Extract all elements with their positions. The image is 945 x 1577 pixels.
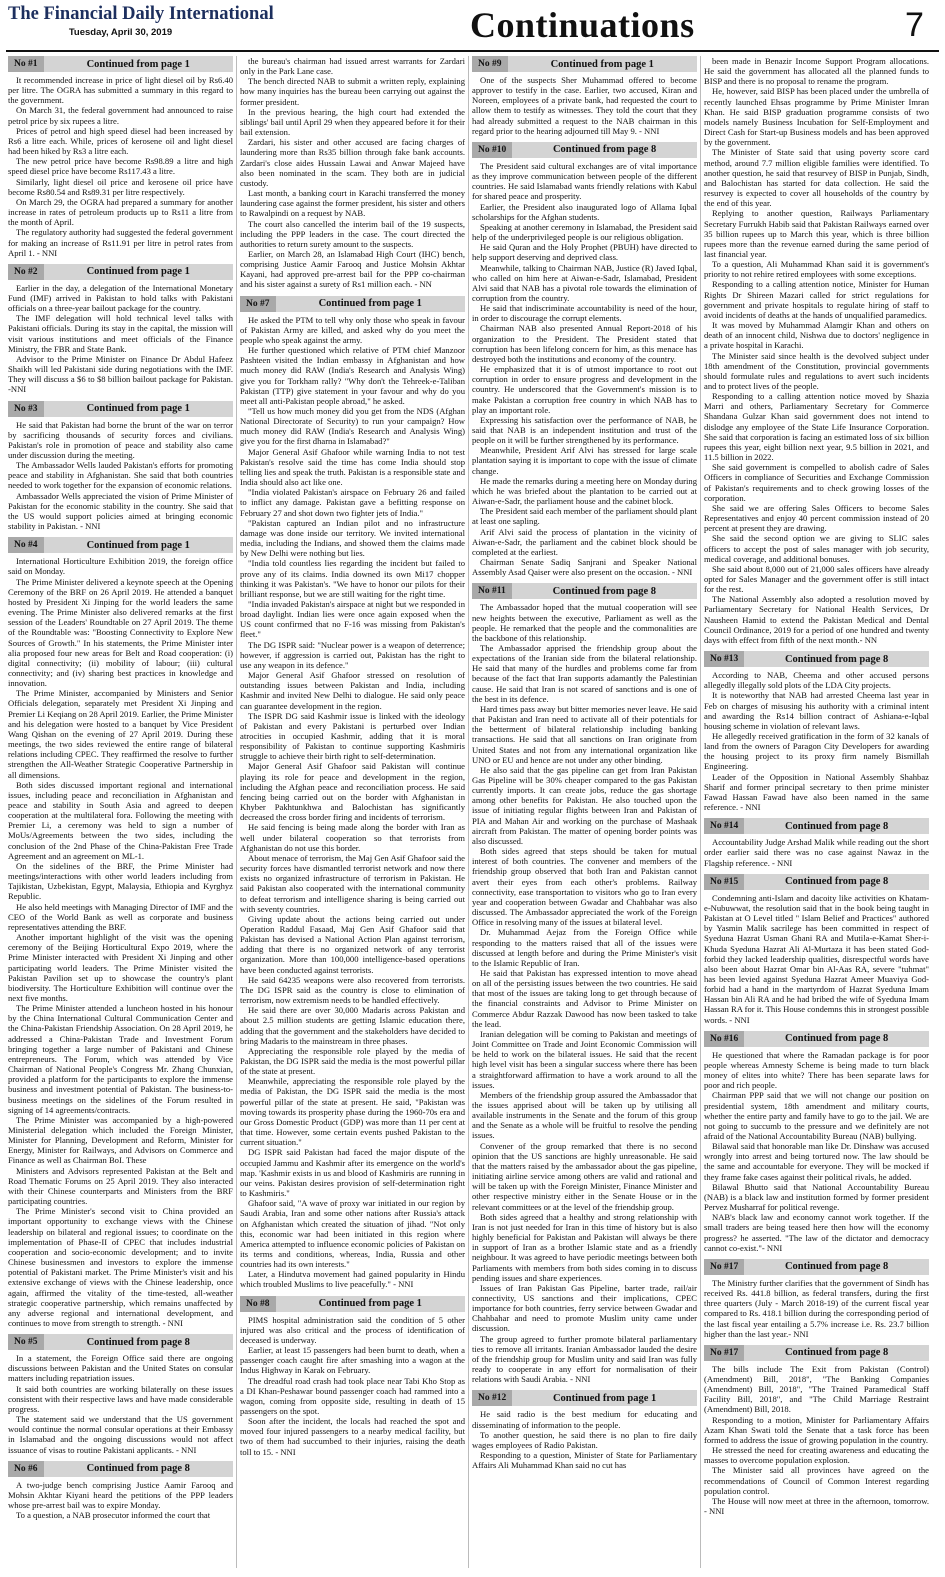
- article-tag: No #15: [704, 874, 744, 890]
- article-paragraph: "Tell us how much money did you get from the NDS (Afghan National Directorate of Security) to run your campaign? How much money did RAW (India's Research and Analysis Wing) give you for the first dharna in Islamabad?": [240, 406, 465, 447]
- article-title: Continued from page 1: [86, 58, 190, 70]
- article-body: [240, 1315, 465, 1457]
- page-number: 7: [905, 6, 924, 44]
- article-paragraph: Chairman NAB also presented Annual Report-2018 of his organization to the President. The President stated that corruption has been lifelong concern for him, as this menace has destroyed both the institutions and economy of the country.: [472, 323, 697, 364]
- article: [8, 56, 233, 258]
- article-header: [240, 1296, 465, 1312]
- article-tag: No #7: [240, 296, 276, 312]
- article-paragraph: Issues of Iran Pakistan Gas Pipeline, barter trade, rail/air connectivity, US sanctions and their implications, CPEC importance for both countries, ferry service between Gwadar and Chahbahar and need to promote Muslim unity came under discussion.: [472, 1282, 697, 1334]
- article-paragraph: Convener of the group remarked that there is no second opinion that the US sanctions are highly unreasonable. He said that the matters raised by the ambassador about the gas pipeline, initiating airline service among others are valid and rational and will be taken up with the Foreign Minister, Finance Minister and other respective ministry either in the Senate House or in the relevant committees or at the level of the friendship group.: [472, 1140, 697, 1212]
- article-paragraph: Accountability Judge Arshad Malik while reading out the short order earlier said there was no case against Nawaz in the Flagship reference. - NNI: [704, 837, 929, 868]
- article-header: [704, 651, 929, 667]
- article-paragraph: The President said each member of the parliament should plant at least one sapling.: [472, 506, 697, 527]
- article-title: Continued from page 1: [550, 58, 654, 70]
- article-paragraph: Meanwhile, President Arif Alvi has stressed for large scale plantation saying it is important to cope with the issue of climate change.: [472, 445, 697, 476]
- article-paragraph: The IMF delegation will hold technical level talks with Pakistani officials. During its stay in the capital, the mission will visit various institutions and meet officials of the Finance Ministry, the FBR and State Bank.: [8, 313, 233, 354]
- article-body: [704, 1050, 929, 1253]
- article-paragraph: Last month, a banking court in Karachi transferred the money laundering case against the former president, his sister and others to Rawalpindi on a request by NAB.: [240, 188, 465, 219]
- article-title: Continued from page 8: [86, 1336, 190, 1348]
- article-body: [472, 75, 697, 136]
- article-paragraph: He said Quran and the Holy Prophet (PBUH) have directed to help support deserving and deprived class.: [472, 242, 697, 263]
- article-title: Continued from page 1: [86, 403, 190, 415]
- article-tag: No #13: [704, 651, 744, 667]
- article-paragraph: Similarly, light diesel oil price and kerosene oil price have become Rs80.54 and Rs89.31 per litre respectively.: [8, 176, 233, 197]
- article-header: [8, 1334, 233, 1350]
- article: [8, 264, 233, 395]
- article-header: [472, 142, 697, 158]
- masthead-rule: [6, 50, 939, 52]
- article-body: [472, 161, 697, 577]
- article-paragraph: Members of the friendship group assured the Ambassador that the issues apprised about will be taken up by utilising all available instruments in the Senate and the forum of this group and the Senate as a whole will be fruitful to resolve the pending issues.: [472, 1089, 697, 1141]
- article-paragraph: Expressing his satisfaction over the performance of NAB, he said that NAB is an independent institution and trust of the people on it will be further strengthened by its performance.: [472, 414, 697, 446]
- article-paragraph: "Pakistan captured an Indian pilot and no infrastructure damage was done inside our territory. We invited international media, including the Indians, and showed them the claims made by New Delhi were nothing but lies.: [240, 517, 465, 559]
- article-paragraph: The group agreed to further promote bilateral parliamentary ties to remove all irritants. Iranian Ambassador lauded the desire of the friendship group for Muslim unity and said Iran was fully ready to cooperate in any effort for normalisation of their relations with Saudi Arabia. - NNI: [472, 1333, 697, 1385]
- article-header: [8, 56, 233, 72]
- column-4: [704, 56, 929, 1571]
- article-header: [8, 401, 233, 417]
- article-paragraph: Later, a Hindutva movement had gained popularity in Hindu which troubled Muslims to live peacefully." - NNI: [240, 1269, 465, 1290]
- article-paragraph: Earlier, the President also inaugurated logo of Allama Iqbal scholarships for the Afghan students.: [472, 201, 697, 222]
- article-paragraph: Ghafoor said, "A wave of proxy war initiated in our region by Saudi Arabia, Iran and some other nations after Russia's attack on Afghanistan which created the situation of jihad. "Not only this, economic war had been initiated in this region where America attempted to influence economic policies of Pakistan on its terms and conditions, whereas, India, Russia and other countries had its own interests.": [240, 1198, 465, 1270]
- article-paragraph: She said the second option we are giving to SLIC sales officers to accept the post of sales manager with job security, medical coverage, and additional bonuses.: [704, 533, 929, 564]
- article-paragraph: He said that indiscriminate accountability is need of the hour, in order to discourage the corrupt elements.: [472, 303, 697, 324]
- article-paragraph: He, however, said BISP has been placed under the umbrella of recently launched Ehsas programme by Prime Minister Imran Khan. He said BISP graduation programme consists of two models namely Business Incubation for Self-Employment and Direct Cash for Start-up Business models and has been approved by the government.: [704, 86, 929, 148]
- article-paragraph: International Horticulture Exhibition 2019, the foreign office said on Monday.: [8, 556, 233, 577]
- article-paragraph: PIMS hospital administration said the condition of 5 other injured was also critical and the process of identification of deceased is underway.: [240, 1314, 465, 1345]
- article-header: [472, 583, 697, 599]
- article-paragraph: The court also cancelled the interim bail of the 19 suspects, including the PPP leaders in the case. The court directed the authorities to return surety amount to the suspects.: [240, 218, 465, 249]
- article-body: [240, 56, 465, 290]
- article-paragraph: Earlier, at least 15 passengers had been burnt to death, when a passenger coach caught fire after smashing into a wagon at the Indus Highway in Karak on February.: [240, 1345, 465, 1376]
- article-paragraph: Earlier, on March 28, an Islamabad High Court (IHC) bench, comprising Justice Aamir Farooq and Justice Mohsin Akhtar Kayani, had approved pre-arrest bail for the PPP co-chairman and his sister against a surety of Rs1 million each. - NN: [240, 248, 465, 290]
- article-body: [704, 1364, 929, 1516]
- article-paragraph: He said there are over 30,000 Madaris across Pakistan and about 2.5 million students are getting Islamic education there, adding that the government and the stakeholders have decided to bring Madaris to the mainstream in three phases.: [240, 1005, 465, 1046]
- article-header: [8, 537, 233, 553]
- article: [704, 56, 929, 645]
- article-paragraph: Zardari, his sister and other accused are facing charges of laundering more than Rs35 billion through fake bank accounts. Zardari's close aides Hussain Lawai and Anwar Majeed have also been nominated in the scam. They both are in judicial custody.: [240, 137, 465, 188]
- article-paragraph: Ambassador Wells appreciated the vision of Prime Minister of Pakistan for the economic stability in the country. She said that the US would support policies aimed at bringing economic stability in Pakistan. - NNI: [8, 490, 233, 532]
- article-paragraph: Another important highlight of the visit was the opening ceremony of the Beijing Horticultural Expo 2019, where the Prime Minister interacted with President Xi Jinping and other participating world leaders. The Prime Minister visited the Pakistan Pavilion set up to showcase the country's plant biodiversity. The Horticulture Exhibition will continue over the next five months.: [8, 932, 233, 1003]
- article-paragraph: The House will now meet at three in the afternoon, tomorrow. - NNI: [704, 1495, 929, 1516]
- masthead: [0, 0, 945, 50]
- article: [8, 1461, 233, 1521]
- article-paragraph: She said about 8,000 out of 21,000 sales officers have already opted for Sales Manager and the government offer is still intact for the rest.: [704, 563, 929, 595]
- article-tag: No #6: [8, 1461, 44, 1477]
- article-paragraph: Advisor to the Prime Minister on Finance Dr Abdul Hafeez Shaikh will led Pakistani side during negotiations with the IMF. They will discuss a $6 to $8 billion bailout package for Pakistan. -NNI: [8, 353, 233, 395]
- article-paragraph: Arif Alvi said the process of plantation in the vicinity of Aiwan-e-Sadr, the parliament and the cabinet block should be completed at the earliest.: [472, 526, 697, 557]
- article-paragraph: The Prime Minister's second visit to China provided an important opportunity to exchange views with the Chinese leadership on bilateral and regional issues; to coordinate on the implementation of Phase-II of CPEC that includes industrial cooperation and socio-economic development; and to invite Chinese businessmen and investors to explore the immense potential of Pakistani market. The Prime Minister's visit and his extensive exchange of views with the Chinese leadership, once again, affirmed the vitality of the time-tested, all-weather strategic cooperative partnership, which remains unaffected by any adverse regional and international development, and continues to move from strength to strength. - NNI: [8, 1206, 233, 1328]
- article-paragraph: "India invaded Pakistan's airspace at night but we responded in broad daylight. Indian lies were once again exposed when the US count confirmed that no F-16 was missing from Pakistan's fleet.": [240, 598, 465, 640]
- article-paragraph: It is noteworthy that NAB had arrested Cheema last year in Feb on charges of misusing his authority with a criminal intent and awarding the Rs14 billion contract of Ashiana-e-Iqbal housing scheme in violation of relevant laws.: [704, 690, 929, 731]
- article-header: [704, 1259, 929, 1275]
- article-title: Continued from page 1: [318, 298, 422, 310]
- article-paragraph: Earlier in the day, a delegation of the International Monetary Fund (IMF) arrived in Pakistan to hold talks with Pakistani officials on a three-year bailout package for the country.: [8, 282, 233, 314]
- article-paragraph: He also held meetings with Managing Director of IMF and the CEO of the World Bank as well as corporate and business representatives attending the BRF.: [8, 901, 233, 932]
- article-title: Continued from page 8: [552, 585, 657, 597]
- column-3: [472, 56, 697, 1571]
- article-paragraph: Leader of the Opposition in National Assembly Shahbaz Sharif and former principal secretary to then prime minister Fawad Hassan Fawad have also been named in the same reference. - NNI: [704, 771, 929, 813]
- article-paragraph: The Ministry further clarifies that the government of Sindh has received Rs. 441.8 billion, as federal transfers, during the first three quarters (July - March 2018-19) of the current fiscal year compared to Rs. 418.1 billion during the corresponding period of the last fiscal year entailing a 5.7% increase i.e. Rs. 23.7 billion higher than the last year.- NNI: [704, 1277, 929, 1339]
- article-paragraph: A two-judge bench comprising Justice Aamir Farooq and Mohsin Akhtar Kiyani heard the petitions of the PPP leaders whose pre-arrest bail was to expire Monday.: [8, 1479, 233, 1510]
- article-paragraph: NAB's black law and economy cannot work together. If the small traders are being teased here then how will the economy progress? he asserted. "The law of the dictator and democracy cannot co-exist."- NNI: [704, 1212, 929, 1253]
- article-paragraph: He allegedly received gratification in the form of 32 kanals of land from the owners of Paragon City Developers for awarding the housing project to its proxy firm namely Bismillah Engineering.: [704, 731, 929, 772]
- article-header: [704, 1345, 929, 1361]
- article-paragraph: On the sidelines of the BRF, the Prime Minister had meetings/interactions with other world leaders including from Tajikistan, Uzbekistan, Egypt, Malaysia, Ethiopia and Kyrghyz Republic.: [8, 860, 233, 902]
- article-paragraph: the bureau's chairman had issued arrest warrants for Zardari only in the Park Lane case.: [240, 56, 465, 77]
- article-paragraph: The Minister said since health is the devolved subject under 18th amendment of the Constitution, provincial governments should formulate rules and regulations to avert such incidents and to protect lives of the people.: [704, 350, 929, 391]
- article-tag: No #10: [472, 142, 512, 158]
- article-paragraph: Chairman Senate Sadiq Sanjrani and Speaker National Assembly Asad Qaiser were also present on the occasion. - NNI: [472, 557, 697, 578]
- article-paragraph: The Ambassador Wells lauded Pakistan's efforts for promoting peace and stability in Afghanistan. She said that both countries needed to work together for the expansion of economic relations.: [8, 460, 233, 491]
- article-header: [240, 296, 465, 312]
- article: [240, 1296, 465, 1457]
- article-paragraph: He said that Pakistan had borne the brunt of the war on terror by sacrificing thousands of security forces and civilians. Pakistan's role in promotion of peace and stability also came under discussion during the meeting.: [8, 419, 233, 460]
- article-paragraph: On March 31, the federal government had announced to raise petrol price by six rupees a litre.: [8, 105, 233, 126]
- article-tag: No #16: [704, 1031, 744, 1047]
- article-paragraph: Dr. Muhammad Aejaz from the Foreign Office while responding to the matters raised that all of the issues were discussed at length before and during the Prime Minister's visit to the Islamic Republic of Iran.: [472, 927, 697, 968]
- article-paragraph: He asked the PTM to tell why only those who speak in favour of Pakistan Army are killed, and asked why do you meet the people who speak against the army.: [240, 314, 465, 345]
- article-paragraph: It said both countries are working bilaterally on these issues consistent with their respective laws and have made considerable progress.: [8, 1383, 233, 1414]
- article: [240, 296, 465, 1290]
- article-body: [240, 315, 465, 1290]
- article-paragraph: Both sides agreed that a healthy and strong relationship with Iran is not just needed for Iran in this time of history but is also highly beneficial for Pakistan and Pakistan will always be there in support of Iran as a brother Islamic state and as a friendly neighbour. It was agreed to have periodic meetings between both Parliaments with members from both sides coming in to discuss pending issues and share experiences.: [472, 1211, 697, 1283]
- article-paragraph: To another question, he said there is no plan to fire daily wages employees of Radio Pakistan.: [472, 1429, 697, 1450]
- newspaper-name: The Financial Daily International: [8, 4, 274, 24]
- article-paragraph: He stressed the need for creating awareness and educating the masses to overcome population explosion.: [704, 1445, 929, 1466]
- article-paragraph: He further questioned which relative of PTM chief Manzoor Pashteen visited the Indian embassy in Afghanistan and how much money did RAW (India's Research and Analysis Wing) give you for Torkham rally? "Why don't the Tehreek-e-Taliban Pakistan (TTP) give statement in your favour and why do you meet all anti-Pakistan people abroad," he asked.: [240, 345, 465, 406]
- issue-date: Tuesday, April 30, 2019: [68, 27, 173, 38]
- article-paragraph: Major General Asif Ghafoor said Pakistan will continue playing its role for peace and development in the region, including the Afghan peace and reconciliation process. He said fencing being carried out on the border with Afghanistan in Khyber Pakhtunkhwa and Balochistan has significantly decreased the cross border firing and incidents of terrorism.: [240, 761, 465, 823]
- article-paragraph: Major General Asif Ghafoor stressed on resolution of outstanding issues between Pakistan and India, including Kashmir and invited New Delhi to dialogue. He said only peace can guarantee development in the region.: [240, 670, 465, 711]
- article-body: [704, 670, 929, 812]
- article: [704, 874, 929, 1025]
- article-paragraph: It recommended increase in price of light diesel oil by Rs6.40 per litre. The OGRA has submitted a summary in this regard to the government.: [8, 75, 233, 106]
- article-paragraph: The Prime Minister delivered a keynote speech at the Opening Ceremony of the BRF on 26 April 2019. He attended a banquet hosted by President Xi Jinping for the world leaders the same evening. The Prime Minister also delivered remarks at the first session of the Leaders' Roundtable on 27 April 2019. The theme of the Roundtable was: "Boosting Connectivity to Explore New Sources of Growth." In his statements, the Prime Minister inter alia proposed four new areas for Belt and Road cooperation: (i) digital connectivity; (ii) mobility of labour; (iii) cultural connectivity; and (iv) sharing best practices in knowledge and innovation.: [8, 576, 233, 689]
- article: [704, 1031, 929, 1253]
- article-paragraph: The Prime Minister attended a luncheon hosted in his honour by the China International Cultural Communication Center and the China-Pakistan Friendship Association. On 28 April 2019, he addressed a China-Pakistan Trade and Investment Forum bringing together a large number of Pakistani and Chinese entrepreneurs. The Forum, which was attended by Vice Chairman of National People's Congress Mr. Zhang Chunxian, provided a platform for the participants to explore the immense business and investment potential of Pakistan. The business-to-business meetings on the sidelines of the Forum resulted in signing of 14 agreements/contracts.: [8, 1003, 233, 1115]
- article-paragraph: Appreciating the responsible role played by the media of Pakistan, the DG ISPR said the media is the most powerful pillar of the state at present.: [240, 1045, 465, 1077]
- article-title: Continued from page 8: [86, 1463, 190, 1475]
- article-paragraph: It was moved by Muhammad Alamgir Khan and others on death of an innocent child, Nishwa due to doctors' negligence in a private hospital in Karachi.: [704, 320, 929, 351]
- article-paragraph: Major General Asif Ghafoor while warning India to not test Pakistan's resolve said the time has come India should stop telling lies and speak the truth. Pakistan is a responsible state and India should also act like one.: [240, 446, 465, 488]
- article-body: [8, 1480, 233, 1521]
- article-paragraph: Chairman PPP said that we will not change our position on presidential system, 18th amendment and military courts, whether the entire party and family have to go to the jail. We are not going to succumb to the pressure and we definitely are not afraid of the National Accountability Bureau (NAB) bullying.: [704, 1090, 929, 1141]
- masthead-left: [8, 4, 274, 38]
- article-paragraph: Ministers and Advisors represented Pakistan at the Belt and Road Thematic Forums on 25 April 2019. They also interacted with their Chinese counterparts and Ministers from the BRF participating countries.: [8, 1165, 233, 1207]
- article-paragraph: Both sides discussed important regional and international issues, including peace and reconciliation in Afghanistan and peace and stability in South Asia and agreed to deepen cooperation at the multilateral fora. Following the meeting with Premier Li, a ceremony was held to sign a number of MoUs/Agreements between the two sides, including the conclusion of the 2nd Phase of the China-Pakistan Free Trade Agreement and an agreement on ML-1.: [8, 779, 233, 861]
- article-paragraph: He said that Pakistan has expressed intention to move ahead on all of the persisting issues between the two countries. He said that most of the issues are taking long to get through because of the financial constraints and Advisor to Prime Minister on Commerce Abdur Razzak Dawood has now been tasked to take the lead.: [472, 967, 697, 1029]
- article-tag: No #9: [472, 56, 508, 72]
- article-paragraph: been made in Benazir Income Support Program allocations. He said the government has allocated all the planned funds to BISP and there is no proposal to rename the program.: [704, 56, 929, 87]
- article-paragraph: Responding to a calling attention notice moved by Shazia Marri and others, Parliamentary Secretary for Commerce Shandana Gulzar Khan said government does not intend to dislodge any employee of the State Life Insurance Corporation. She said that corporation is facing an estimated loss of six billion rupees this year, eight billion next year, 9.5 billion in 2021, and 11.5 billion in 2022.: [704, 391, 929, 463]
- article-paragraph: The National Assembly also adopted a resolution moved by Parliamentary Secretary for National Health Services, Dr Nausheen Hamid to extend the Pakistan Medical and Dental Council Ordinance, 2019 for a period of one hundred and twenty days with effect from fifth of the next month.- NN: [704, 594, 929, 645]
- article-body: [8, 1353, 233, 1455]
- article: [704, 1259, 929, 1339]
- column-1: [8, 56, 233, 1571]
- article-paragraph: He said radio is the best medium for educating and disseminating of information to the people.: [472, 1409, 697, 1430]
- article-paragraph: Bilawal Bhutto said that National Accountability Bureau (NAB) is a black law and institution formed by former president Pervez Musharraf for political revenge.: [704, 1181, 929, 1213]
- article: [472, 56, 697, 136]
- article-paragraph: The DG ISPR said: "Nuclear power is a weapon of deterrence; however, if aggression is carried out, Pakistan has the right to use any weapon in its defence.": [240, 639, 465, 670]
- article-paragraph: To a question, Ali Muhammad Khan said it is government's priority to not rehire retired employees with some exceptions.: [704, 259, 929, 280]
- article-body: [704, 1278, 929, 1339]
- article-body: [704, 893, 929, 1025]
- article-tag: No #12: [472, 1390, 512, 1406]
- article-header: [704, 818, 929, 834]
- article-paragraph: He also said that the gas pipeline can get from Iran Pakistan Gas Pipeline will be 30% cheaper compared to the gas Pakistan currently imports. It can create jobs, reduce the gas shortage among other benefits for Pakistan. He also touched upon the issue of initiating regular flights between Iran and Pakistan of PIA and Mahan Air and working on the purchase of Mashaak aircraft from Pakistan. The matter of opening border points was also discussed.: [472, 764, 697, 846]
- article-paragraph: The regulatory authority had suggested the federal government for making an increase of Rs11.91 per litre in petrol rates from April 1. - NNI: [8, 227, 233, 258]
- article-tag: No #17: [704, 1259, 744, 1275]
- article-title: Continued from page 8: [784, 1347, 889, 1359]
- article: [8, 401, 233, 532]
- article-title: Continued from page 8: [784, 820, 889, 832]
- article-paragraph: The Prime Minister was accompanied by a high-powered Ministerial delegation which included the Foreign Minister, Minister for Planning, Development and Reform, Minister for Energy, Minister for Railways, and Advisors on Commerce and Finance as well as Chairman BoI. These: [8, 1114, 233, 1166]
- article-header: [472, 1390, 697, 1406]
- article-paragraph: He questioned that where the Ramadan package is for poor people whereas Amnesty Scheme is being made to turn black money of elites into white? There has been separate laws for poor and rich people.: [704, 1049, 929, 1091]
- article-body: [704, 837, 929, 867]
- article-paragraph: The statement said we understand that the US government would continue the normal consular operations at their Embassy in Islamabad and the ongoing discussions would not affect issuance of visas to routine Pakistani applicants. - NNI: [8, 1414, 233, 1455]
- article-paragraph: He emphasized that it is of utmost importance to root out corruption in order to ensure progress and development in the country. He underscored that the Government's mission is to make Pakistan a corruption free country in which NAB has to play an important role.: [472, 364, 697, 415]
- article-paragraph: He said fencing is being made along the border with Iran as well under bilateral cooperation so that terrorists from Afghanistan do not use this border.: [240, 822, 465, 853]
- article-paragraph: The bench directed NAB to submit a written reply, explaining how many inquiries has the bureau been carrying out against the former president.: [240, 76, 465, 107]
- article-paragraph: Replying to another question, Railways Parliamentary Secretary Furrukh Habib said that Pakistan Railways earned over 35 billion rupees up to March this year, which is three billion rupees more than the revenue earned during the same period of last financial year.: [704, 208, 929, 259]
- column-divider: [700, 56, 701, 1568]
- article: [472, 1390, 697, 1470]
- article-tag: No #1: [8, 56, 44, 72]
- article-tag: No #8: [240, 1296, 276, 1312]
- article: [8, 1334, 233, 1455]
- article: [240, 56, 465, 290]
- article-paragraph: Soon after the incident, the locals had reached the spot and moved four injured passengers to a nearby medical facility, but two of them had succumbed to their injuries, raising the death toll to 15. - NNI: [240, 1416, 465, 1457]
- article-paragraph: Iranian delegation will be coming to Pakistan and meetings of Joint Committee on Trade and Joint Economic Commission will be held to work on the bilateral issues. He said that the recent high level visit has been a singular success where there has been a straightforward affirmation to have a work around to all the issues.: [472, 1028, 697, 1090]
- article-paragraph: In a statement, the Foreign Office said there are ongoing discussions between Pakistan and the United States on consular matters including repatriation issues.: [8, 1353, 233, 1384]
- article-paragraph: Speaking at another ceremony in Islamabad, the President said help of the underprivileged people is our religious obligation.: [472, 221, 697, 243]
- article-paragraph: The President said cultural exchanges are of vital importance as they improve communication between people of the different countries. He said Islamabad wants friendly relations with Kabul for shared peace and prosperity.: [472, 160, 697, 202]
- article-paragraph: Responding to a question, Minister of State for Parliamentary Affairs Ali Muhammad Khan said no cut has: [472, 1450, 697, 1471]
- column-2: [240, 56, 465, 1571]
- article-paragraph: She said government is compelled to abolish cadre of Sales Officers in compliance of Securities and Exchange Commission of Pakistan's requirements and to check growing losses of the corporation.: [704, 462, 929, 503]
- article-paragraph: In the previous hearing, the high court had extended the siblings' bail until April 29 when they appeared before it for their bail extension.: [240, 106, 465, 138]
- article-paragraph: Hard times pass away but bitter memories never leave. He said that Pakistan and Iran need to activate all of their potentials for the betterment of bilateral relationship including banking transactions. He said that all sanctions on Iran originate from United States and not from any international organization like UNO or EU and hence are not under any other binding.: [472, 703, 697, 765]
- article-paragraph: She said we are offering Sales Officers to become Sales Representatives and enjoy 40 percent commission instead of 20 percent at present they are drawing.: [704, 502, 929, 534]
- article-paragraph: The Ambassador hoped that the mutual cooperation will see new heights between the executive, Parliament as well as the people. He remarked that the people and the commonalities are the backbone of this relationship.: [472, 602, 697, 643]
- article-header: [8, 264, 233, 280]
- article: [8, 537, 233, 1328]
- article-body: [472, 1409, 697, 1470]
- article-title: Continued from page 8: [784, 653, 889, 665]
- article: [472, 583, 697, 1384]
- article-tag: No #5: [8, 1334, 44, 1350]
- article-header: [8, 1461, 233, 1477]
- article-body: [8, 420, 233, 532]
- article-paragraph: Giving update about the actions being carried out under Operation Raddul Fasaad, Maj Gen Asif Ghafoor said that Pakistan has devised a National Action Plan against terrorism, adding that there is no organized network of any terrorist organization. More than 100,000 intelligence-based operations have been conducted against terrorists.: [240, 913, 465, 975]
- article-title: Continued from page 1: [552, 1392, 657, 1404]
- article-body: [704, 56, 929, 645]
- article-tag: No #4: [8, 537, 44, 553]
- article-paragraph: Meanwhile, talking to Chairman NAB, Justice (R) Javed Iqbal, who called on him here at Aiwan-e-Sadr, Islamabad, President Alvi said that NAB has a pivotal role towards the elimination of corruption from the country.: [472, 262, 697, 303]
- article-tag: No #14: [704, 818, 744, 834]
- article-paragraph: On March 29, the OGRA had prepared a summary for another increase in rates of petroleum products up to Rs11 a litre from the month of April.: [8, 196, 233, 228]
- article: [472, 142, 697, 577]
- article-paragraph: The new petrol price have become Rs98.89 a litre and high speed diesel price have become Rs117.43 a litre.: [8, 156, 233, 177]
- article: [704, 1345, 929, 1516]
- article-paragraph: Condemning anti-Islam and dacoity like activities on Khatam-e-Nubuwwat, the resolution said that in the book being taught in Pakistan at O Level titled " Islam Belief and Practices" authored by Yasmin Malik sacrilege has been committed in respect of Syeduna Hazrat Usman Ghani RA and Mutila-e-Kamat Sher-i-Khuda Syeduna Hazrat Ali Al-Murtaza it has been stated God-forbid they lacked leadership qualities, disrespectful words have also been about Hazrat Omar bin Al-Aas RA, severe "tuhmat" has been levied against Syeduna Hazrat Ameer Muaviya God-forbid had a hand in the martyrdom of Hazrat Syeduna Imam Hassan bin Ali RA and he had bribed the wife of Syeduna Imam Hassan RA for it. This House condemns this in strongest possible words. - NNI: [704, 892, 929, 1025]
- article-paragraph: Responding to a motion, Minister for Parliamentary Affairs Azam Khan Swati told the Senate that a task force has been formed to address the issue of growing population in the country.: [704, 1414, 929, 1445]
- article-paragraph: Prices of petrol and high speed diesel had been increased by Rs6 a litre each. While, prices of kerosene oil and light diesel had been hiked by Rs3 a litre each.: [8, 125, 233, 157]
- article-paragraph: DG ISPR said Pakistan had faced the major dispute of the occupied Jammu and Kashmir after its emergence on the world's map. 'Kashmir exists in us and blood of Kashmiris are running in our veins. Pakistan desires provision of self-determination right to Kashmiris.": [240, 1147, 465, 1199]
- article-paragraph: Responding to a calling attention notice, Minister for Human Rights Dr Shireen Mazari called for strict regulations for government and private hospitals to regulate hiring of staff to avoid incidents of deaths at the hands of unqualified paramedics.: [704, 279, 929, 320]
- article-paragraph: He said 64235 weapons were also recovered from terrorists. The DG ISPR said as the country is close to elimination of terrorism, now extremism needs to be handled effectively.: [240, 974, 465, 1006]
- article-title: Continued from page 8: [784, 1033, 889, 1045]
- article-tag: No #3: [8, 401, 44, 417]
- article-title: Continued from page 8: [552, 144, 657, 156]
- article-paragraph: He made the remarks during a meeting here on Monday during which he was briefed about the plantation to be carried out at Aiwan-e-Sadr, the parliament house and the cabinet block.: [472, 475, 697, 507]
- article-paragraph: Meanwhile, appreciating the responsible role played by the media of Pakistan, the DG ISPR said the media is the most powerful pillar of the state at present. He said, "Pakistan was moving towards its prosperity phase during the 1960-70s era and our Gross Domestic Product (GDP) was more than 11 per cent at that time. However, some certain events pushed Pakistan to the current situation.": [240, 1076, 465, 1148]
- section-title: Continuations: [470, 5, 695, 45]
- article-header: [704, 874, 929, 890]
- article-header: [472, 56, 697, 72]
- article-title: Continued from page 1: [86, 266, 190, 278]
- article-body: [8, 283, 233, 395]
- article-paragraph: According to NAB, Cheema and other accused persons allegedly illegally sold plots of the LDA City projects.: [704, 670, 929, 691]
- article-title: Continued from page 8: [784, 1261, 889, 1273]
- article-paragraph: Both sides agreed that steps should be taken for mutual interest of both countries. The convener and members of the friendship group observed that both Iran and Pakistan cannot avert their eyes from each other's problems. Railway connectivity, ease transportation to visitors who go to Iran every year and cooperation between Gwadar and Chahbahar was also discussed. The Ambassador appreciated the work of the Foreign Office in resolving many of the issues at bilateral level.: [472, 846, 697, 928]
- article-paragraph: The bills include The Exit from Pakistan (Control) (Amendment) Bill, 2018", "The Banking Companies (Amendment) Bill, 2018", "The Trained Paramedical Staff Facility Bill, 2018", and "The Child Marriage Restraint (Amendment) Bill, 2018.: [704, 1363, 929, 1415]
- article-paragraph: The Minister of State said that using poverty score card method, around 7.7 million eligible families were identified. To another question, he said that resurvey of BISP in Punjab, Sindh, and Balochistan has started for data collection. He said the resurvey is expected to cover all households of the country by the end of this year.: [704, 147, 929, 209]
- article-title: Continued from page 1: [86, 539, 190, 551]
- article-paragraph: The ISPR DG said Kashmir issue is linked with the ideology of Pakistan and every Pakistani is perturbed over Indian atrocities in occupied Kashmir, adding that it is moral responsibility of Pakistan to continue supporting Kashmiris struggle to achieve their birth right to self-determination.: [240, 710, 465, 762]
- article-header: [704, 1031, 929, 1047]
- article-paragraph: To a question, a NAB prosecutor informed the court that: [16, 1510, 211, 1521]
- article-paragraph: One of the suspects Sher Muhammad offered to become approver to testify in the case. Earlier, two accused, Kiran and Noreen, employees of a private bank, had requested the court to allow them to testify as witnesses. They told the court that they had already submitted a request to the NAB chairman in this regard prior to the hearing adjourned till May 9. - NNI: [472, 75, 697, 136]
- column-divider: [236, 56, 237, 1568]
- article-title: Continued from page 8: [784, 876, 889, 888]
- article-paragraph: The Prime Minister, accompanied by Ministers and Senior Officials delegation, separately met President Xi Jinping and Premier Li Keqiang on 28 April 2019. Earlier, the Prime Minister and his delegation were hosted to a banquet by Vice President Wang Qishan on the evening of 27 April 2019. During these meetings, the two sides reviewed the entire range of bilateral relations including CPEC. They reaffirmed the resolve to further strengthen the All-Weather Strategic Cooperative Partnership in all dimensions.: [8, 688, 233, 780]
- article-paragraph: "India told countless lies regarding the incident but failed to prove any of its claims. India downed its own Mi17 chopper thinking it was Pakistan's. "We have to honor our pilots for their brilliant response, but we are still waiting for the right time.: [240, 558, 465, 599]
- article-tag: No #11: [472, 583, 512, 599]
- column-divider: [468, 56, 469, 1568]
- article-paragraph: "India violated Pakistan's airspace on February 26 and failed to inflict any damage. Pakistan gave a befitting response on February 27 and shot down two fighter jets of India.": [240, 487, 465, 518]
- article-body: [8, 75, 233, 258]
- article-tag: No #2: [8, 264, 44, 280]
- article: [704, 818, 929, 867]
- article-body: [8, 556, 233, 1328]
- article-paragraph: The Ambassador apprised the friendship group about the expectations of the Iranian side from the bilateral relationship. He said that many of the hurdles and problems come far from because of the fact that Iran supports adamantly the Palestinian cause. He said that Iran is not scared of sanctions and is one of the best in its defence.: [472, 642, 697, 704]
- article-tag: No #17: [704, 1345, 744, 1361]
- article-paragraph: The Minister said all provinces have agreed on the recommendations of Council of Common Interest regarding population control.: [704, 1465, 929, 1496]
- article-title: Continued from page 1: [318, 1298, 422, 1310]
- article: [704, 651, 929, 812]
- article-paragraph: The dreadful road crash had took place near Tabi Kho Stop as a DI Khan-Peshawar bound passenger coach had rammed into a wagon, coming from opposite side, resulting in death of 15 passengers on the spot.: [240, 1375, 465, 1416]
- article-body: [472, 602, 697, 1384]
- article-paragraph: Bilawal said that honorable man like Dr. Dinshaw was accused wrongly into arrest and being tortured now. The law should be the same and accountable for everyone. They will be mocked if they frame fake cases against their political rivals, he added.: [704, 1141, 929, 1182]
- article-paragraph: About menace of terrorism, the Maj Gen Asif Ghafoor said the security forces have dismantled terrorist network and now there exists no organized infrastructure of terrorism in Pakistan. He said Pakistan also cooperated with the international community to defeat terrorism and intelligence sharing is being carried out with seventy countries.: [240, 852, 465, 914]
